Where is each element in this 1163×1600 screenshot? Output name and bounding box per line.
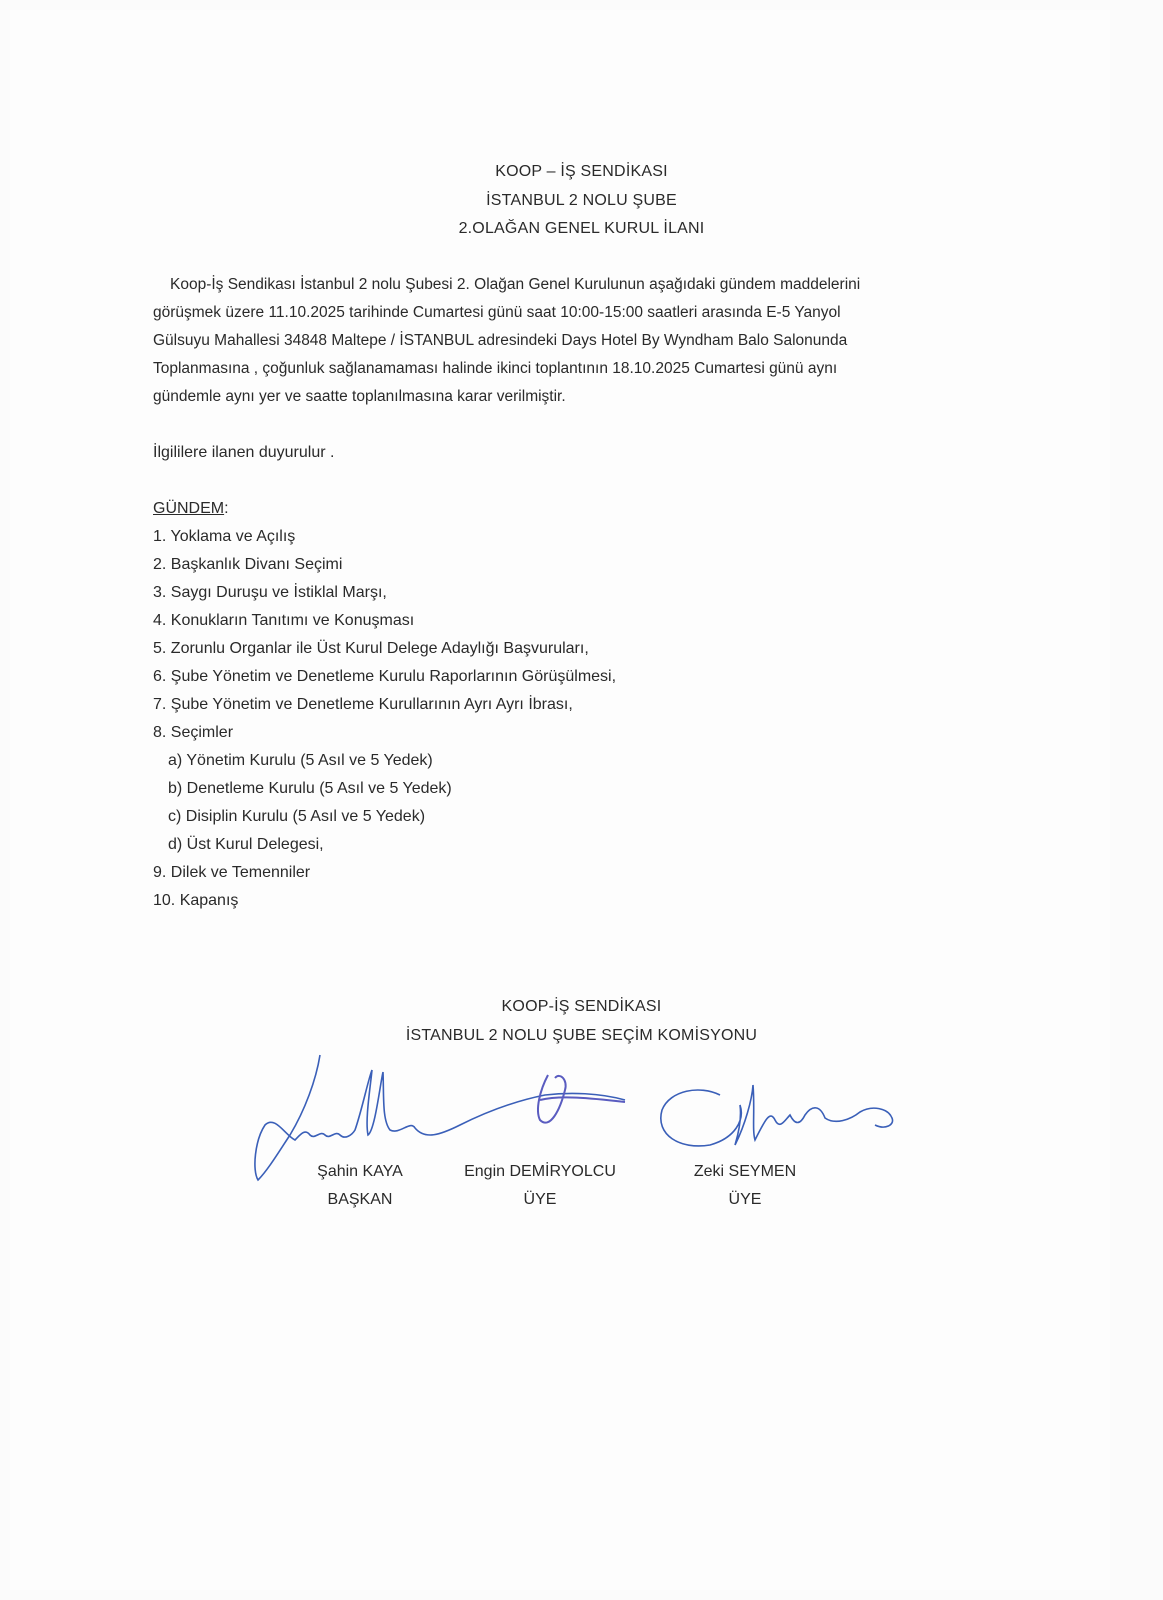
agenda-item: 6. Şube Yönetim ve Denetleme Kurulu Raporlarının Görüşülmesi, [153,668,617,685]
body-line-2: görüşmek üzere 11.10.2025 tarihinde Cumartesi günü saat 10:00-15:00 saatleri arasında E-5 Yanyol [153,304,841,321]
signatory-role: ÜYE [523,1191,557,1208]
signature-zeki-seymen [661,1085,893,1146]
notice-text: İlgililere ilanen duyurulur . [153,444,335,461]
signature-sahin-kaya [255,1055,625,1180]
agenda-item: 7. Şube Yönetim ve Denetleme Kurullarının Ayrı Ayrı İbrası, [153,696,573,713]
agenda-item: 5. Zorunlu Organlar ile Üst Kurul Delege Adaylığı Başvuruları, [153,640,589,657]
signature-engin-demiryolcu [538,1075,625,1123]
agenda-subitem: d) Üst Kurul Delegesi, [168,836,324,853]
footer-committee: İSTANBUL 2 NOLU ŞUBE SEÇİM KOMİSYONU [405,1027,758,1044]
footer-org: KOOP-İŞ SENDİKASI [501,998,662,1015]
agenda-item: 10. Kapanış [153,892,239,909]
body-line-3: Gülsuyu Mahallesi 34848 Maltepe / İSTANBUL adresindeki Days Hotel By Wyndham Balo Salonunda [153,332,848,349]
agenda-subitem: b) Denetleme Kurulu (5 Asıl ve 5 Yedek) [168,780,452,797]
agenda-item: 4. Konukların Tanıtımı ve Konuşması [153,612,415,629]
signatory-role: BAŞKAN [327,1191,393,1208]
agenda-item: 8. Seçimler [153,724,234,741]
header-union-name: KOOP – İŞ SENDİKASI [495,163,668,180]
signatory-role: ÜYE [728,1191,762,1208]
signatory-name: Engin DEMİRYOLCU [464,1163,616,1180]
agenda-item: 2. Başkanlık Divanı Seçimi [153,556,343,573]
agenda-subitem: c) Disiplin Kurulu (5 Asıl ve 5 Yedek) [168,808,426,825]
agenda-item: 1. Yoklama ve Açılış [153,528,296,545]
agenda-colon: : [224,500,229,517]
header-branch: İSTANBUL 2 NOLU ŞUBE [486,192,677,209]
body-line-4: Toplanmasına , çoğunluk sağlanamaması halinde ikinci toplantının 18.10.2025 Cumartesi günü aynı [153,360,838,377]
signatory-name: Şahin KAYA [317,1163,403,1180]
agenda-item: 9. Dilek ve Temenniler [153,864,311,881]
body-line-1: Koop-İş Sendikası İstanbul 2 nolu Şubesi 2. Olağan Genel Kurulunun aşağıdaki gündem maddelerini [170,276,861,293]
header-title: 2.OLAĞAN GENEL KURUL İLANI [458,220,705,237]
body-line-5: gündemle aynı yer ve saatte toplanılmasına karar verilmiştir. [153,388,566,405]
agenda-subitem: a) Yönetim Kurulu (5 Asıl ve 5 Yedek) [168,752,433,769]
signatory-name: Zeki SEYMEN [693,1163,797,1180]
agenda-item: 3. Saygı Duruşu ve İstiklal Marşı, [153,584,387,601]
agenda-title: GÜNDEM [153,500,225,517]
